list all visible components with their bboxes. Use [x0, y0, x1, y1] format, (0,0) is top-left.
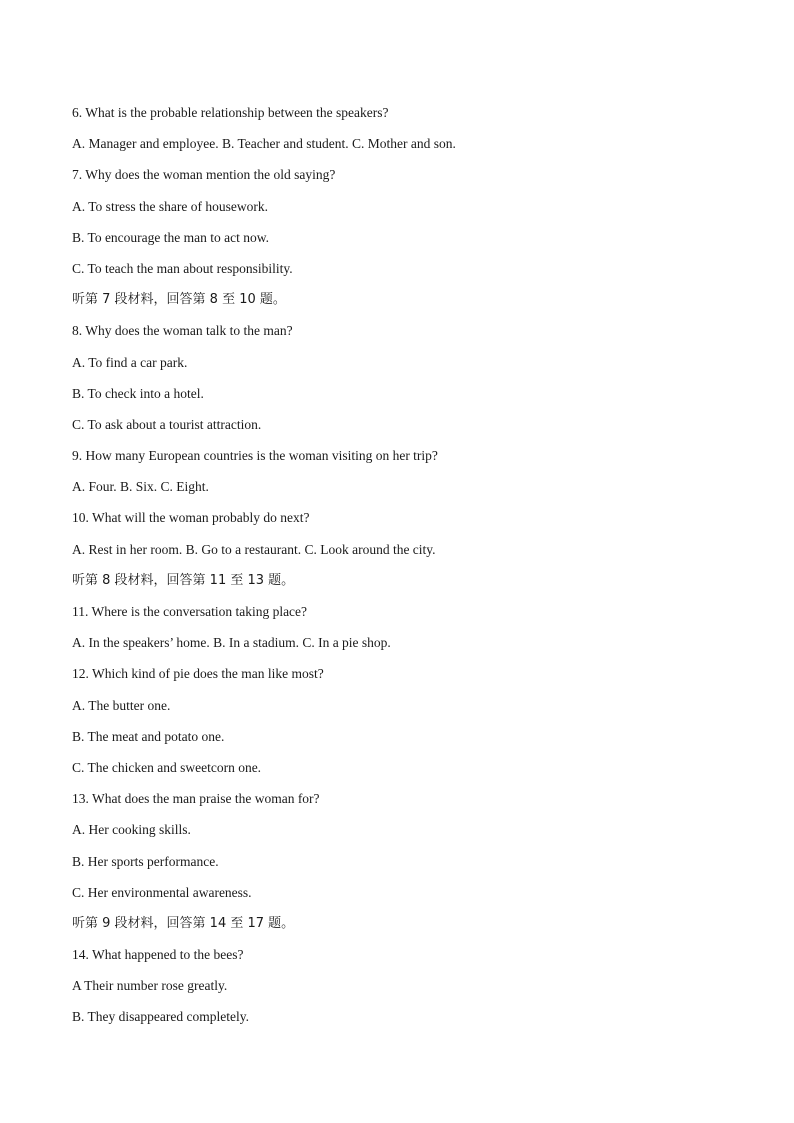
- question-10-options: A. Rest in her room. B. Go to a restaurant. C. Look around the city.: [72, 541, 436, 557]
- question-8-option-c: C. To ask about a tourist attraction.: [72, 416, 262, 432]
- question-8-option-b: B. To check into a hotel.: [72, 385, 204, 401]
- question-7: 7. Why does the woman mention the old saying?: [72, 167, 336, 183]
- question-10: 10. What will the woman probably do next?: [72, 510, 310, 526]
- section-heading-7: 听第 7 段材料，回答第 8 至 10 题。: [72, 292, 286, 308]
- question-13-option-a: A. Her cooking skills.: [72, 822, 191, 838]
- question-14: 14. What happened to the bees?: [72, 947, 244, 963]
- question-6-options: A. Manager and employee. B. Teacher and student. C. Mother and son.: [72, 136, 456, 152]
- question-7-option-b: B. To encourage the man to act now.: [72, 229, 269, 245]
- question-12-option-b: B. The meat and potato one.: [72, 728, 225, 744]
- question-8: 8. Why does the woman talk to the man?: [72, 323, 293, 339]
- question-8-option-a: A. To find a car park.: [72, 354, 188, 370]
- question-13: 13. What does the man praise the woman for?: [72, 791, 320, 807]
- question-9: 9. How many European countries is the woman visiting on her trip?: [72, 448, 438, 464]
- question-12-option-a: A. The butter one.: [72, 697, 171, 713]
- question-11-options: A. In the speakers’ home. B. In a stadium. C. In a pie shop.: [72, 635, 391, 651]
- question-7-option-a: A. To stress the share of housework.: [72, 198, 269, 214]
- question-12-option-c: C. The chicken and sweetcorn one.: [72, 759, 262, 775]
- section-heading-9: 听第 9 段材料，回答第 14 至 17 题。: [72, 915, 295, 931]
- question-14-option-a: A Their number rose greatly.: [72, 978, 228, 994]
- question-6: 6. What is the probable relationship between the speakers?: [72, 105, 389, 120]
- question-11: 11. Where is the conversation taking place?: [72, 604, 308, 619]
- question-9-options: A. Four. B. Six. C. Eight.: [72, 479, 209, 495]
- question-12: 12. Which kind of pie does the man like most?: [72, 666, 324, 682]
- question-13-option-c: C. Her environmental awareness.: [72, 884, 252, 900]
- question-14-option-b: B. They disappeared completely.: [72, 1009, 249, 1025]
- section-heading-8: 听第 8 段材料，回答第 11 至 13 题。: [72, 572, 295, 588]
- question-13-option-b: B. Her sports performance.: [72, 853, 219, 869]
- exam-page: [72, 103, 752, 1039]
- question-7-option-c: C. To teach the man about responsibility.: [72, 260, 293, 276]
